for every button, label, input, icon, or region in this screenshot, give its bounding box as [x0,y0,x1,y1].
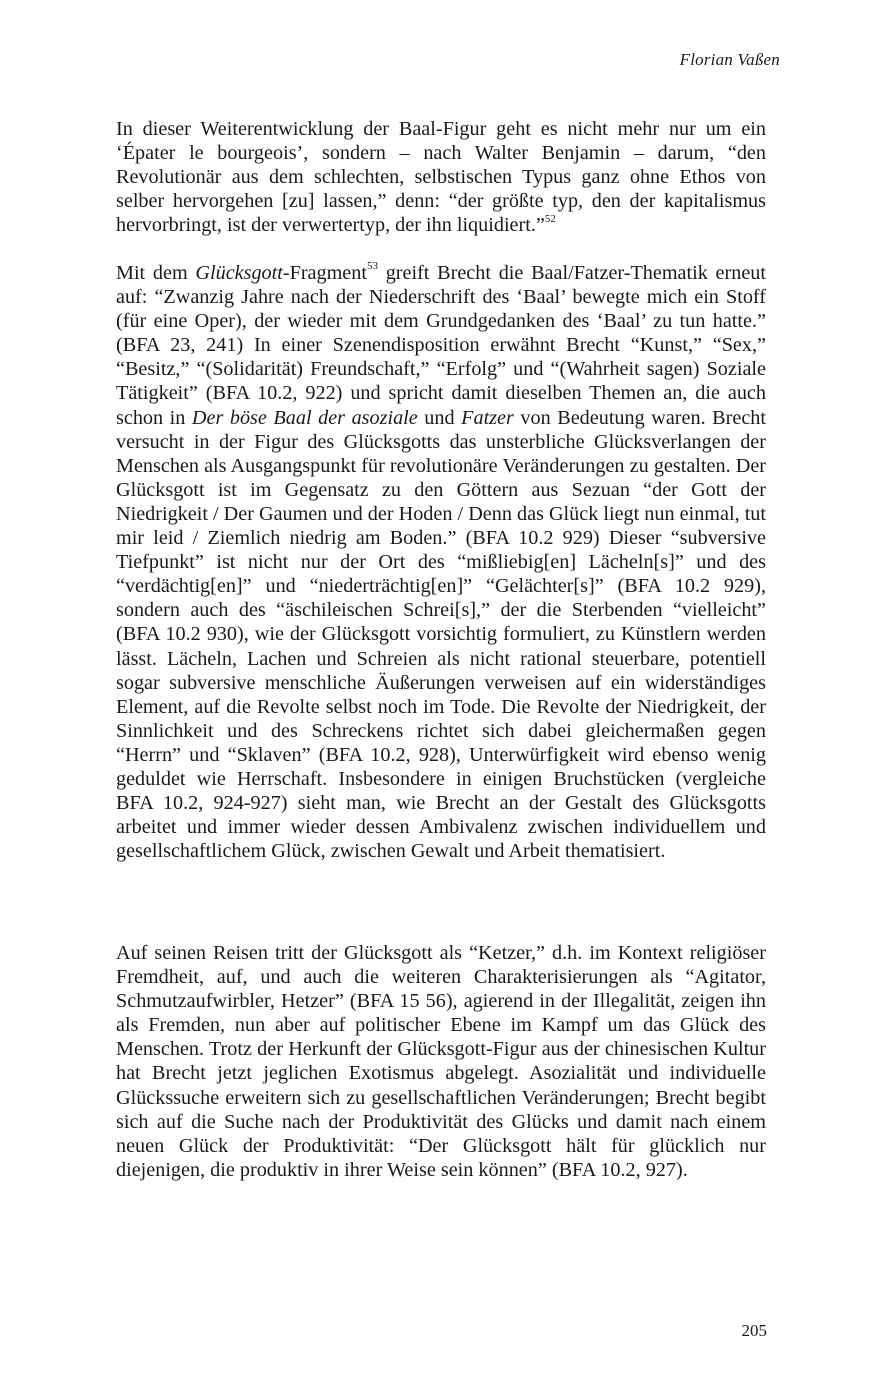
paragraph-2-text-e: von Bedeutung waren. Brecht versucht in der Figur des Glücksgotts das unsterbliche Glücksverlangen der Menschen als Ausgangspunkt für revolutionäre Veränderungen zu gestalten. Der Glücksgott ist im Gegensatz zu den Göttern aus Sezuan “der Gott der Niedrigkeit / Der Gaumen und der Hoden / Denn das Glück liegt nun einmal, tut mir leid / Ziemlich niedrig am Boden.” (BFA 10.2 929) Dieser “subversive Tiefpunkt” ist nicht nur der Ort des “mißliebig[en] Lächeln[s]” und des “verdächtig[en]” und “niederträchtig[en]” “Gelächter[s]” (BFA 10.2 929), sondern auch des “äschileischen Schrei[s],” der die Sterbenden “vielleicht” (BFA 10.2 930), wie der Glücksgott vorsichtig formuliert, zu Künstlern werden lässt. Lächeln, Lachen und Schreien als nicht rational steuerbare, potentiell sogar subversive menschliche Äußerungen verweisen auf ein widerständiges Element, auf die Revolte selbst noch im Tode. Die Revolte der Niedrigkeit, der Sinnlichkeit und des Schreckens richtet sich dabei gleichermaßen gegen “Herrn” und “Sklaven” (BFA 10.2, 928), Unterwürfigkeit wird ebenso wenig geduldet wie Herrschaft. Insbesondere in einigen Bruchstücken (vergleiche BFA 10.2, 924-927) sieht man, wie Brecht an der Gestalt des Glücksgotts arbeitet und immer wieder dessen Ambivalenz zwischen individuellem und gesellschaftlichem Glück, zwischen Gewalt und Arbeit thematisiert. [116,406,766,863]
paragraph-1 [116,117,766,237]
work-title-boese-baal: Der böse Baal der asoziale [191,406,418,429]
paragraph-2-text-a: Mit dem [116,262,196,284]
paragraph-2-text-b: -Fragment [282,262,367,284]
work-title-fatzer: Fatzer [461,406,514,429]
footnote-ref-53: 53 [366,260,378,273]
paragraph-2-text-c: greift Brecht die Baal/Fatzer-Thematik erneut auf: “Zwanzig Jahre nach der Niederschrift des ‘Baal’ bewegte mich ein Stoff (für eine Oper), der wieder mit dem Grundgedanken des ‘Baal’ zu tun hatte.” (BFA 23, 241) In einer Szenendisposition erwähnt Brecht “Kunst,” “Sex,” “Besitz,” “(Solidarität) Freundschaft,” “Erfolg” und “(Wahrheit sagen) Soziale Tätigkeit” (BFA 10.2, 922) und spricht damit dieselben Themen an, die auch schon in [116,262,766,429]
footnote-ref-52: 52 [544,212,556,225]
paragraph-1-text: In dieser Weiterentwicklung der Baal-Figur geht es nicht mehr nur um ein ‘Épater le bourgeois’, sondern – nach Walter Benjamin – darum, “den Revolutionär aus dem schlechten, selbstischen Typus ganz ohne Ethos von selber hervorgehen [zu] lassen,” denn: “der größte typ, den der kapitalismus hervorbringt, ist der verwertertyp, der ihn liquidiert.” [116,118,766,237]
running-head-author: Florian Vaßen [679,50,780,69]
work-title-gluecksgott: Glücksgott [195,262,283,284]
paragraph-3 [116,941,766,1182]
paragraph-2 [116,261,766,863]
paragraph-2-text-d: und [417,406,462,429]
paragraph-3-text: Auf seinen Reisen tritt der Glücksgott als “Ketzer,” d.h. im Kontext religiöser Fremdheit, auf, und auch die weiteren Charakterisierungen als “Agitator, Schmutzaufwirbler, Hetzer” (BFA 15 56), agierend in der Illegalität, zeigen ihn als Fremden, nun aber auf politischer Ebene im Kampf um das Glück des Menschen. Trotz der Herkunft der Glücksgott-Figur aus der chinesischen Kultur hat Brecht jetzt jeglichen Exotismus abgelegt. Asozialität und individuelle Glückssuche erweitern sich zu gesellschaftlichen Veränderungen; Brecht begibt sich auf die Suche nach der Produktivität des Glücks und damit nach einem neuen Glück der Produktivität: “Der Glücksgott hält für glücklich nur diejenigen, die produktiv in ihrer Weise sein können” (BFA 10.2, 927). [116,942,766,1181]
page-number: 205 [741,1321,767,1340]
